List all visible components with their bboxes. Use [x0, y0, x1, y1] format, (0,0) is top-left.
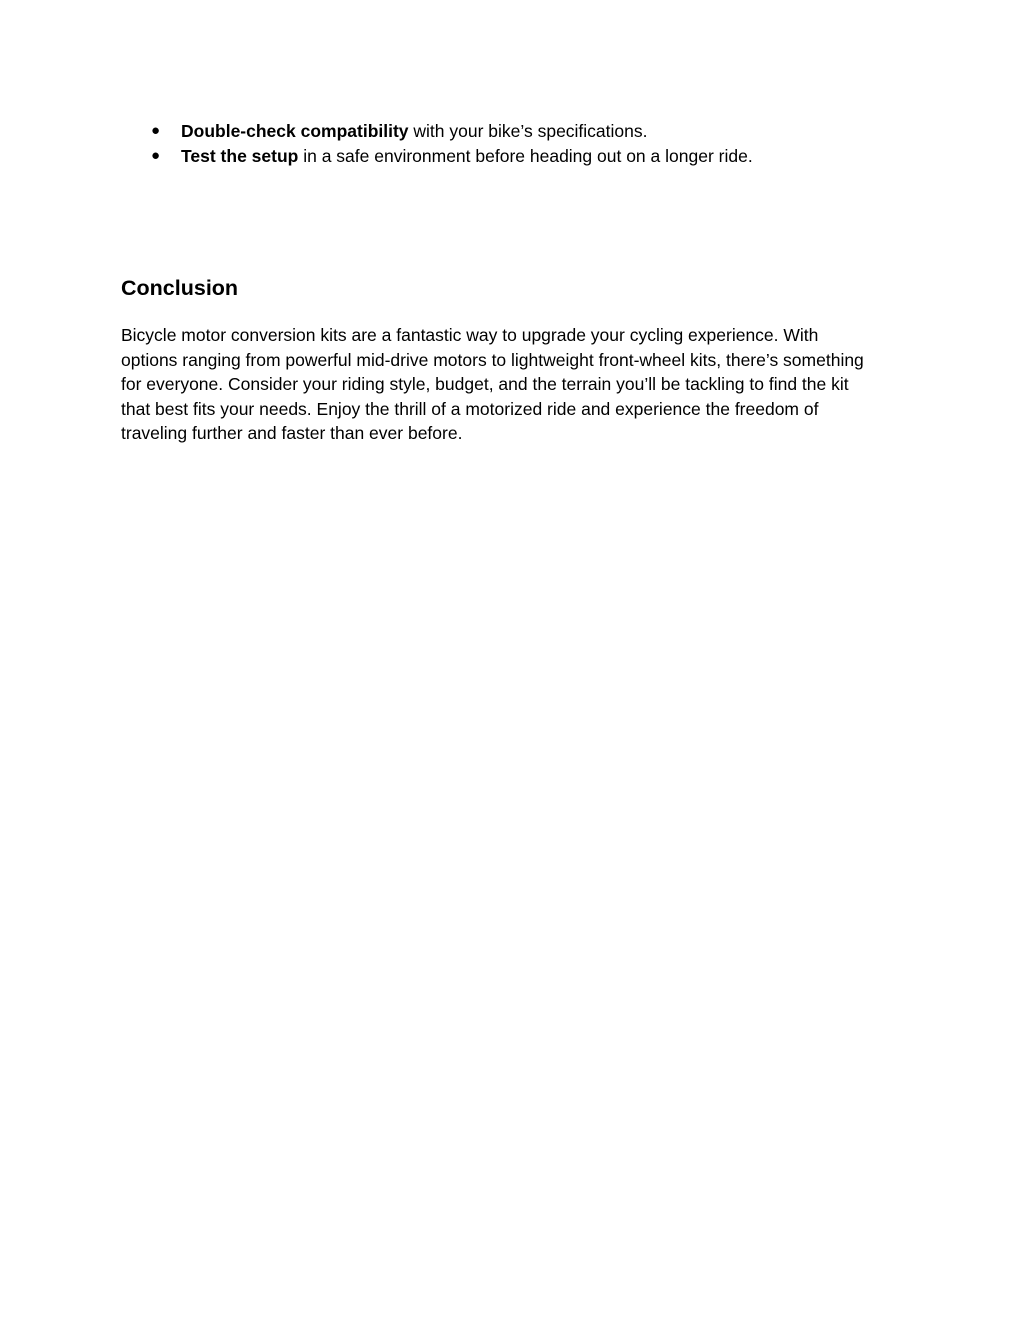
bullet-text: with your bike’s specifications.: [408, 121, 648, 141]
paragraph-line: traveling further and faster than ever before.: [121, 423, 463, 443]
list-item: [121, 119, 911, 144]
conclusion-paragraph: [121, 323, 911, 446]
bullet-bold-text: Double-check compatibility: [181, 121, 409, 141]
bullet-icon: ●: [151, 146, 161, 164]
bullet-bold-text: Test the setup: [181, 145, 299, 166]
paragraph-line: Bicycle motor conversion kits are a fantastic way to upgrade your cycling experience. With: [121, 325, 819, 345]
paragraph-line: that best fits your needs. Enjoy the thrill of a motorized ride and experience the freedom of: [121, 398, 819, 419]
list-item: [121, 144, 911, 169]
conclusion-heading: Conclusion: [121, 276, 239, 300]
paragraph-line: for everyone. Consider your riding style, budget, and the terrain you’ll be tackling to find the kit: [121, 374, 849, 394]
tips-bullet-list: [121, 119, 911, 168]
bullet-text: in a safe environment before heading out on a longer ride.: [298, 145, 753, 166]
bullet-icon: ●: [151, 122, 161, 139]
paragraph-line: options ranging from powerful mid-drive motors to lightweight front-wheel kits, there’s something: [121, 349, 864, 370]
